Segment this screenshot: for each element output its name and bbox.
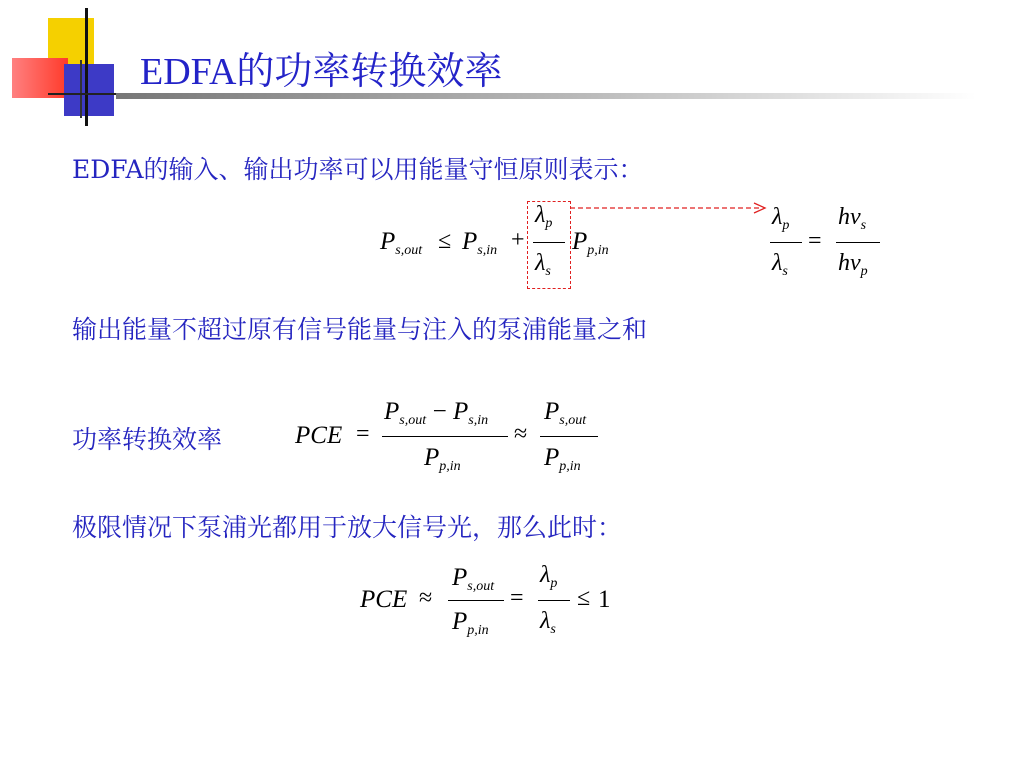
logo-line-horizontal	[48, 93, 120, 95]
sub-p: p	[782, 218, 790, 233]
symbol-p: P	[544, 444, 560, 471]
symbol-lambda: λ	[540, 608, 551, 634]
fraction-bar	[836, 242, 880, 243]
note-text: 输出能量不超过原有信号能量与注入的泵浦能量之和	[72, 315, 648, 344]
slide-title: EDFA的功率转换效率	[140, 51, 503, 93]
sub-p-in: p,in	[587, 243, 609, 258]
symbol-hv: hv	[838, 250, 861, 276]
symbol-p: P	[384, 398, 400, 425]
approx-sign: ≈	[514, 421, 528, 447]
equals-sign: =	[808, 228, 822, 254]
sub-s: s	[782, 264, 788, 279]
le-sign: ≤	[438, 228, 452, 254]
symbol-p: P	[453, 398, 469, 425]
logo-line-vertical	[85, 8, 88, 126]
sub-p-in: p,in	[559, 459, 581, 474]
plus-sign: +	[511, 227, 525, 253]
symbol-hv: hv	[838, 204, 861, 230]
sub-s-out: s,out	[467, 579, 495, 594]
symbol-p: P	[572, 228, 588, 255]
symbol-p: P	[380, 228, 396, 255]
pce-symbol: PCE	[360, 586, 408, 613]
sub-s: s	[860, 218, 867, 233]
sub-p-in: p,in	[439, 459, 461, 474]
symbol-lambda: λ	[772, 204, 783, 230]
logo-red-square	[12, 58, 68, 98]
sub-s-out: s,out	[399, 413, 427, 428]
equals-sign: =	[356, 421, 370, 447]
minus-sign: −	[431, 398, 448, 425]
highlight-dashed-box	[527, 201, 571, 289]
symbol-p: P	[544, 398, 560, 425]
sub-s-in: s,in	[468, 413, 489, 428]
fraction-bar	[382, 436, 508, 437]
le-sign: ≤	[577, 585, 591, 611]
sub-s-in: s,in	[477, 243, 498, 258]
pce-label: 功率转换效率	[72, 425, 223, 454]
sub-s-out: s,out	[559, 413, 587, 428]
dashed-arrow	[566, 200, 776, 216]
limit-text: 极限情况下泵浦光都用于放大信号光，那么此时：	[72, 513, 623, 542]
fraction-bar	[770, 242, 802, 243]
sub-s-out: s,out	[395, 243, 423, 258]
intro-text: EDFA的输入、输出功率可以用能量守恒原则表示：	[72, 155, 644, 184]
symbol-lambda: λ	[540, 562, 551, 588]
sub-p: p	[860, 264, 868, 279]
symbol-lambda: λ	[772, 250, 783, 276]
approx-sign: ≈	[419, 585, 433, 611]
symbol-p: P	[424, 444, 440, 471]
sub-p-in: p,in	[467, 623, 489, 638]
fraction-bar	[448, 600, 504, 601]
title-underline	[116, 93, 976, 99]
number-one: 1	[598, 586, 611, 613]
sub-p: p	[550, 576, 558, 591]
symbol-p: P	[452, 564, 468, 591]
symbol-lambda: λ	[535, 202, 546, 228]
logo-blue-square	[64, 64, 114, 116]
pce-symbol: PCE	[295, 422, 343, 449]
logo-line-vertical-2	[80, 60, 82, 118]
sub-s: s	[545, 264, 551, 279]
sub-s: s	[550, 622, 556, 637]
symbol-p: P	[462, 228, 478, 255]
sub-p: p	[545, 216, 553, 231]
equals-sign: =	[510, 585, 524, 611]
symbol-p: P	[452, 608, 468, 635]
symbol-lambda: λ	[535, 250, 546, 276]
fraction-bar	[538, 600, 570, 601]
fraction-bar	[540, 436, 598, 437]
